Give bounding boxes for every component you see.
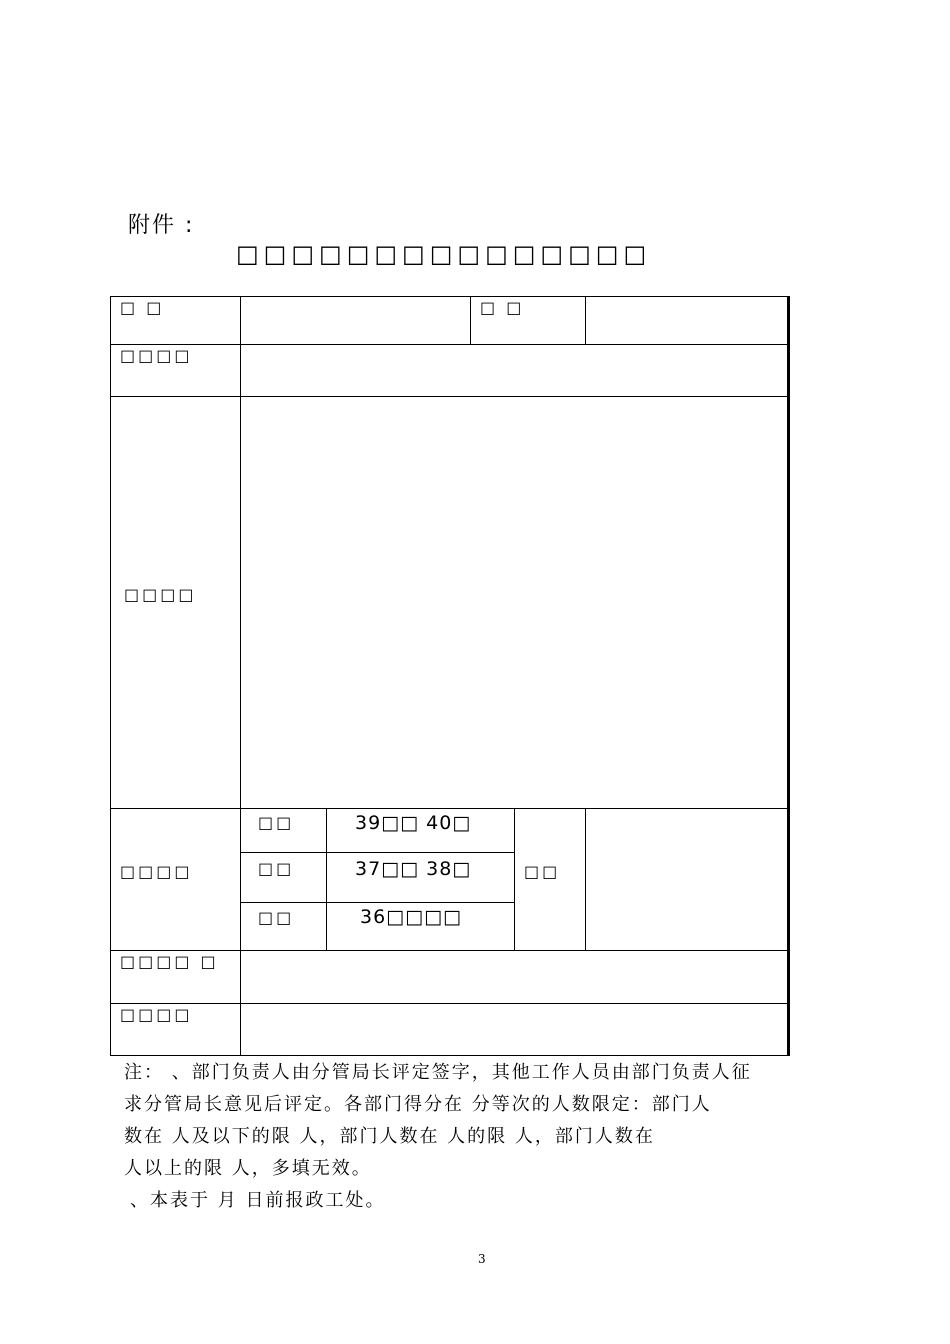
position-label: □□□□ [120,346,193,365]
note-line: 人以上的限 人，多填无效。 [124,1158,372,1179]
grade-level-score: 36□□□□ [360,906,462,928]
note-line: 注： 、部门负责人由分管局长评定签字，其他工作人员由部门负责人征 [124,1062,752,1083]
position-field[interactable] [241,345,786,395]
score-field[interactable] [586,809,786,949]
evaluator-field[interactable] [241,951,786,1002]
note-line: 、本表于 月 日前报政工处。 [130,1190,386,1211]
grade-level-name: □□ [258,908,295,927]
grade-level-score: 37□□ 38□ [355,858,472,880]
work-summary-label: □□□□ [124,585,197,604]
attachment-label: 附件 : [128,213,195,238]
note-line: 求分管局长意见后评定。各部门得分在 分等次的人数限定：部门人 [124,1094,712,1115]
grade-level-name: □□ [258,859,295,878]
remarks-field[interactable] [241,1004,786,1054]
department-label: □ □ [480,298,525,317]
evaluator-label: □□□□ □ [120,952,219,971]
name-label: □ □ [120,298,165,317]
note-line: 数在 人及以下的限 人，部门人数在 人的限 人，部门人数在 [124,1126,655,1147]
grade-level-score: 39□□ 40□ [355,812,472,834]
form-title: □□□□□□□□□□□□□□□ [236,240,652,268]
department-field[interactable] [586,297,786,343]
work-summary-field[interactable] [241,397,786,807]
score-label: □□ [524,862,561,881]
grade-level-name: □□ [258,813,295,832]
name-field[interactable] [241,297,469,343]
remarks-label: □□□□ [120,1005,193,1024]
page-number: 3 [478,1252,486,1266]
grade-label: □□□□ [120,862,193,881]
